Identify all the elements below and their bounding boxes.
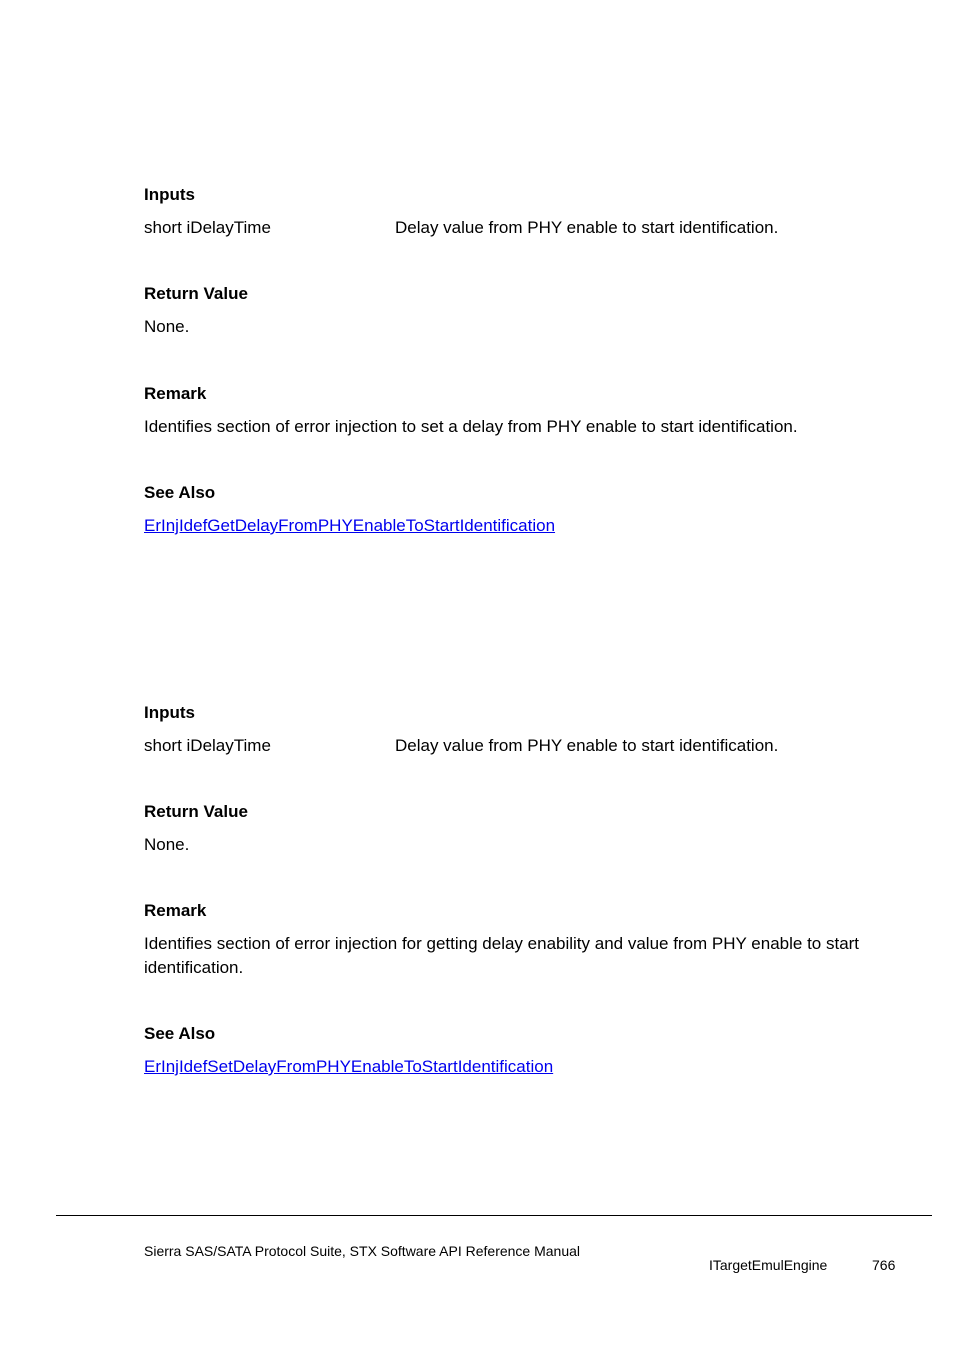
param-description: Delay value from PHY enable to start identification.	[395, 736, 779, 755]
remark-text: Identifies section of error injection to set a delay from PHY enable to start identification.	[144, 417, 798, 436]
see-also-heading: See Also	[144, 1024, 216, 1043]
remark-heading: Remark	[144, 901, 207, 920]
return-value-text: None.	[144, 317, 190, 336]
see-also-link-get-delay[interactable]: ErInjIdefGetDelayFromPHYEnableToStartIdentification	[144, 516, 556, 535]
footer-page-number: 766	[872, 1257, 896, 1273]
inputs-heading: Inputs	[144, 703, 195, 722]
return-value-text: None.	[144, 835, 190, 854]
return-value-heading: Return Value	[144, 802, 248, 821]
remark-heading: Remark	[144, 384, 207, 403]
param-description: Delay value from PHY enable to start identification.	[395, 218, 779, 237]
footer-section-name: ITargetEmulEngine	[709, 1257, 828, 1273]
param-name: short iDelayTime	[144, 736, 271, 755]
footer-manual-title: Sierra SAS/SATA Protocol Suite, STX Software API Reference Manual	[144, 1243, 581, 1259]
see-also-heading: See Also	[144, 483, 216, 502]
inputs-heading: Inputs	[144, 185, 195, 204]
remark-text: Identifies section of error injection for getting delay enability and value from PHY enable to start identification.	[144, 934, 860, 977]
footer-divider	[56, 1215, 932, 1216]
see-also-link-set-delay[interactable]: ErInjIdefSetDelayFromPHYEnableToStartIdentification	[144, 1057, 554, 1076]
param-name: short iDelayTime	[144, 218, 271, 237]
return-value-heading: Return Value	[144, 284, 248, 303]
